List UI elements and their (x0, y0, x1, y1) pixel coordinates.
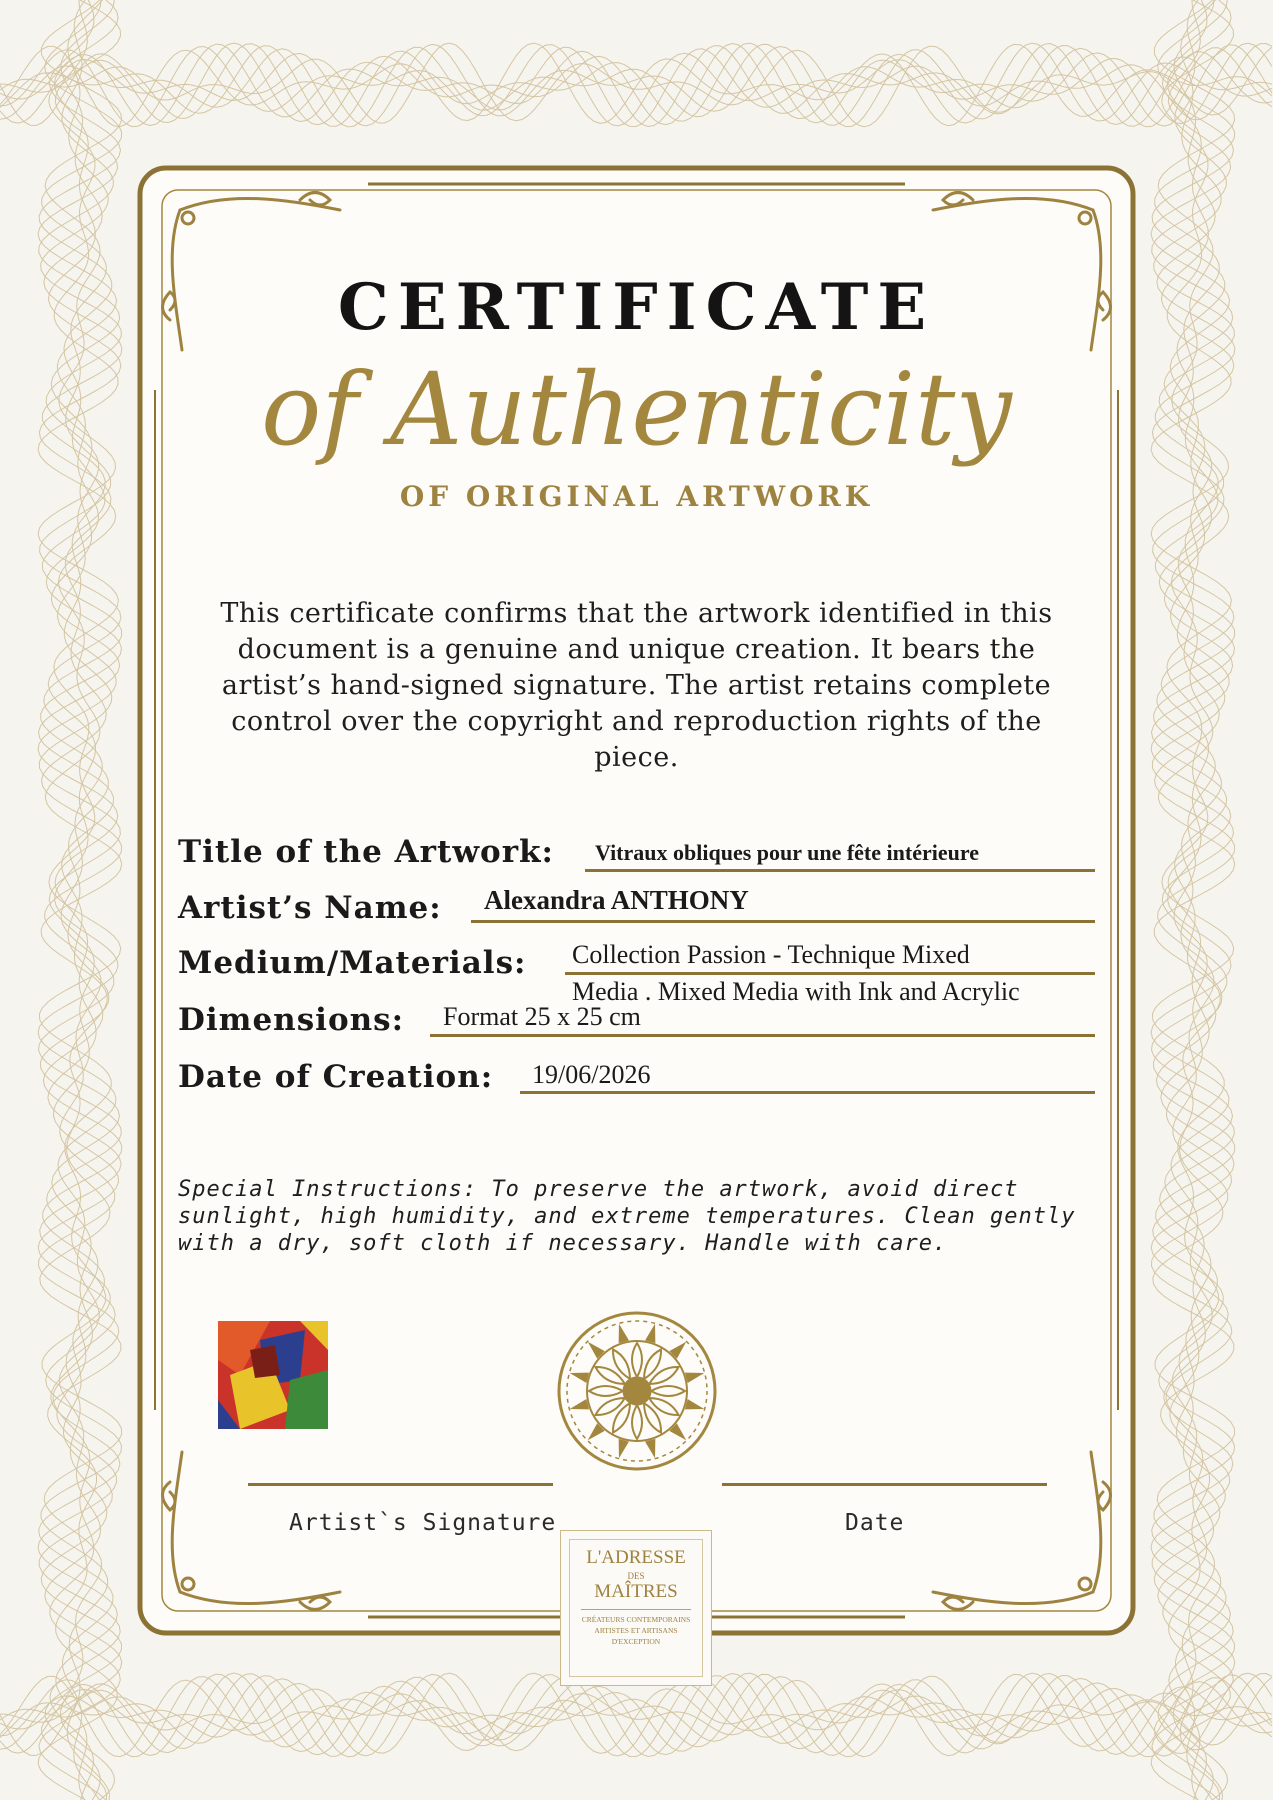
stamp-line3: MAÎTRES (594, 1581, 678, 1602)
date-label: Date of Creation: (178, 1059, 494, 1095)
title-label: Title of the Artwork: (178, 834, 554, 870)
date-rule (520, 1091, 1095, 1094)
artist-value: Alexandra ANTHONY (484, 885, 749, 915)
artwork-thumbnail (218, 1321, 328, 1429)
dimensions-label: Dimensions: (178, 1002, 405, 1038)
certificate-title: CERTIFICATE (337, 270, 936, 345)
date-signature-label: Date (845, 1510, 905, 1536)
date-value: 19/06/2026 (532, 1060, 651, 1089)
stamp-line4: CRÉATEURS CONTEMPORAINS (581, 1615, 691, 1624)
special-instructions: Special Instructions: To preserve the artwork, avoid direct sunlight, high humidity, and extreme temperatures. Clean gently with a dry, soft cloth if necessary. Handle with care. (178, 1177, 1076, 1256)
medium-value-line1: Collection Passion - Technique Mixed (572, 940, 970, 969)
medium-value-line2: Media . Mixed Media with Ink and Acrylic (572, 977, 1020, 1006)
artist-label: Artist’s Name: (178, 890, 442, 926)
certificate-subtitle: OF ORIGINAL ARTWORK (399, 480, 874, 513)
gallery-stamp (560, 1530, 712, 1686)
medium-label: Medium/Materials: (178, 945, 527, 981)
dimensions-value: Format 25 x 25 cm (443, 1002, 641, 1031)
medium-rule (565, 972, 1095, 975)
artist-signature-line (248, 1483, 553, 1486)
stamp-line2: DES (627, 1571, 645, 1581)
script-title: of Authenticity (261, 351, 1012, 468)
title-rule (585, 869, 1095, 872)
stamp-line1: L'ADRESSE (586, 1547, 686, 1568)
artist-rule (471, 920, 1095, 923)
intro-paragraph: This certificate confirms that the artwork identified in this document is a genuine and unique creation. It bears the artist’s hand-signed signature. The artist retains complete control over the copyright and reproduction rights of the piece. (220, 598, 1053, 773)
dimensions-rule (430, 1034, 1095, 1037)
title-value: Vitraux obliques pour une fête intérieure (595, 840, 979, 865)
stamp-line5: ARTISTES ET ARTISANS (594, 1626, 678, 1635)
artist-signature-label: Artist`s Signature (289, 1510, 557, 1536)
date-signature-line (722, 1483, 1047, 1486)
stamp-line6: D'EXCEPTION (611, 1637, 661, 1646)
